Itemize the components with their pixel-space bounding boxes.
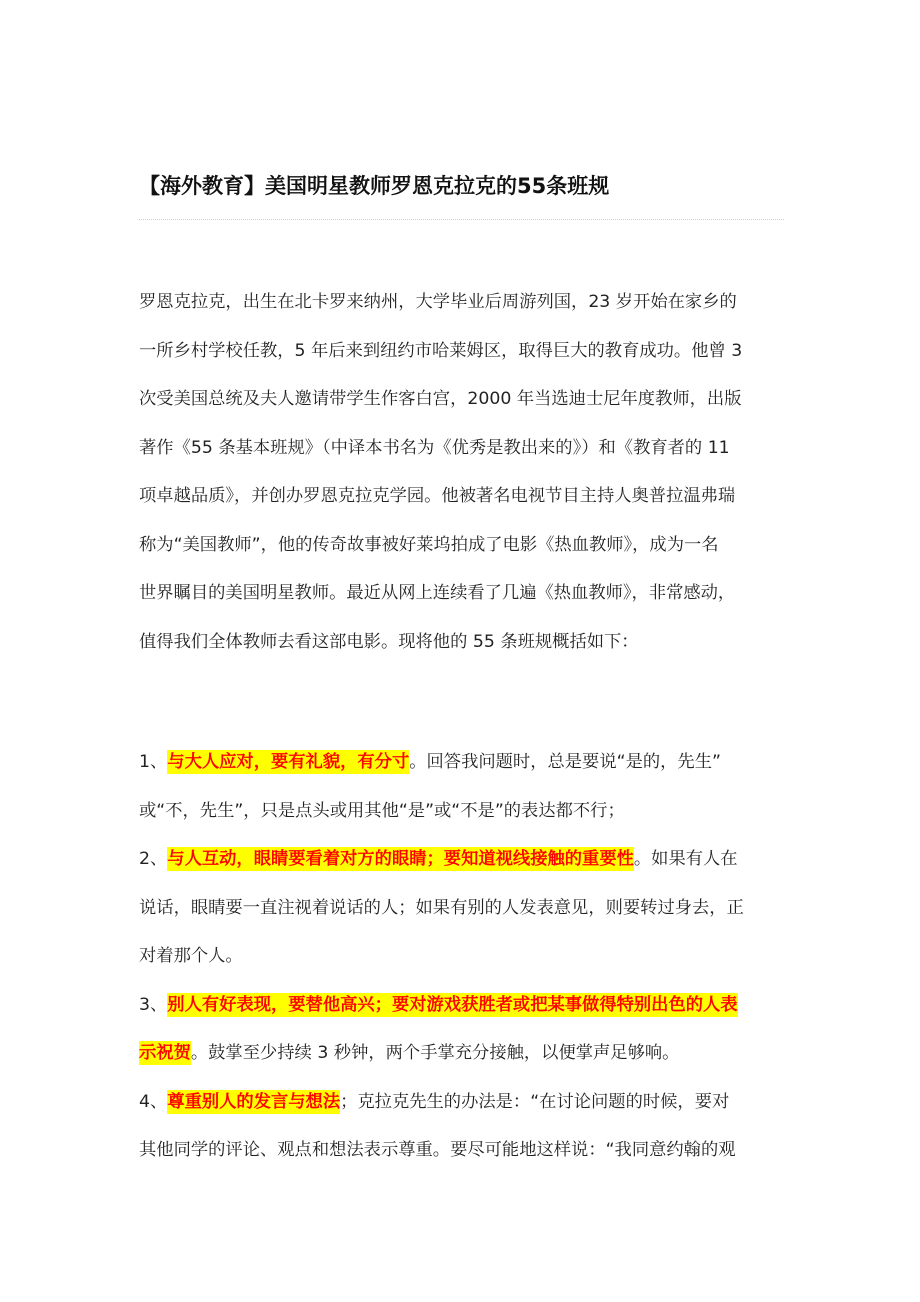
rule-highlight: 示祝贺 bbox=[139, 1043, 191, 1063]
title-divider bbox=[139, 219, 784, 220]
rule-2-line-3: 对着那个人。 bbox=[139, 946, 243, 966]
rules-list bbox=[139, 738, 799, 1175]
intro-line: 世界瞩目的美国明星教师。最近从网上连续看了几遍《热血教师》，非常感动， bbox=[139, 583, 736, 603]
rule-highlight: 尊重别人的发言与想法 bbox=[167, 1091, 341, 1112]
rule-number: 1、 bbox=[139, 752, 168, 772]
rule-3-line-2 bbox=[139, 1029, 799, 1078]
rule-4-line-2: 其他同学的评论、观点和想法表示尊重。要尽可能地这样说：“我同意约翰的观 bbox=[139, 1140, 736, 1160]
intro-line: 罗恩克拉克，出生在北卡罗来纳州，大学毕业后周游列国，23 岁开始在家乡的 bbox=[139, 292, 737, 312]
rule-1-line-1 bbox=[139, 738, 799, 787]
intro-paragraph bbox=[139, 278, 799, 666]
intro-line: 著作《55 条基本班规》（中译本书名为《优秀是教出来的》）和《教育者的 11 bbox=[139, 437, 730, 458]
rule-highlight: 别人有好表现，要替他高兴；要对游戏获胜者或把某事做得特别出色的人表 bbox=[167, 994, 738, 1015]
rule-highlight: 与大人应对，要有礼貌，有分寸 bbox=[167, 752, 410, 772]
rule-number: 2、 bbox=[139, 849, 168, 869]
rule-number: 3、 bbox=[139, 994, 168, 1015]
rule-text: 。如果有人在 bbox=[633, 849, 738, 869]
rule-text: ；克拉克先生的办法是：“在讨论问题的时候，要对 bbox=[340, 1091, 730, 1112]
rule-1-line-2: 或“不，先生”，只是点头或用其他“是”或“不是”的表达都不行； bbox=[139, 800, 625, 821]
rule-2-line-2: 说话，眼睛要一直注视着说话的人；如果有别的人发表意见，则要转过身去，正 bbox=[139, 897, 744, 918]
intro-line: 一所乡村学校任教，5 年后来到纽约市哈莱姆区，取得巨大的教育成功。他曾 3 bbox=[139, 340, 743, 361]
intro-line: 称为“美国教师”，他的传奇故事被好莱坞拍成了电影《热血教师》，成为一名 bbox=[139, 534, 719, 555]
intro-line: 项卓越品质》，并创办罗恩克拉克学园。他被著名电视节目主持人奥普拉温弗瑞 bbox=[139, 486, 736, 506]
intro-line: 值得我们全体教师去看这部电影。现将他的 55 条班规概括如下： bbox=[139, 631, 639, 652]
rule-number: 4、 bbox=[139, 1091, 168, 1112]
article-title: 【海外教育】美国明星教师罗恩克拉克的55条班规 bbox=[139, 174, 610, 198]
rule-3-line-1 bbox=[139, 981, 799, 1030]
rule-text: 。鼓掌至少持续 3 秒钟，两个手掌充分接触，以便掌声足够响。 bbox=[190, 1043, 680, 1063]
rule-2-line-1 bbox=[139, 835, 799, 884]
rule-4-line-1 bbox=[139, 1078, 799, 1127]
rule-text: 。回答我问题时，总是要说“是的，先生” bbox=[409, 752, 721, 772]
intro-line: 次受美国总统及夫人邀请带学生作客白宫，2000 年当选迪士尼年度教师，出版 bbox=[139, 389, 742, 409]
rule-highlight: 与人互动，眼睛要看着对方的眼睛；要知道视线接触的重要性 bbox=[167, 849, 634, 869]
